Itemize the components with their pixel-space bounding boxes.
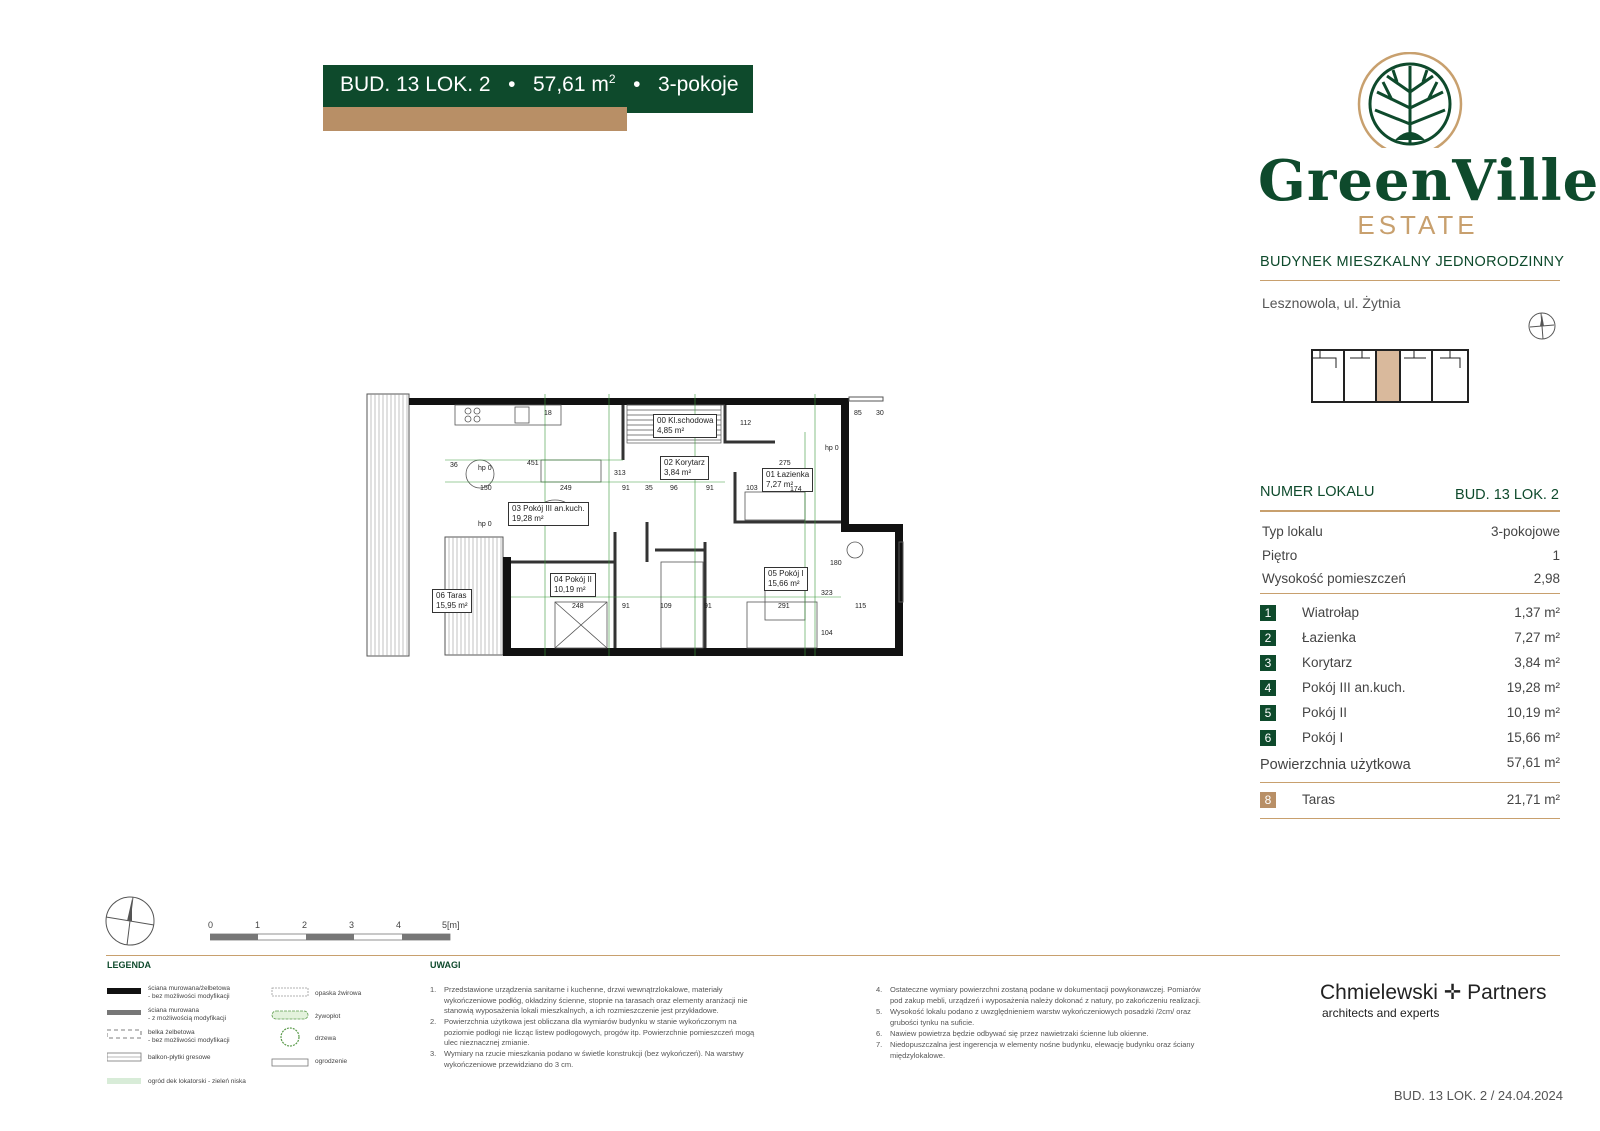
legend-item: ogród dek lokatorski - zieleń niska <box>148 1078 246 1085</box>
notes-title: UWAGI <box>430 960 461 970</box>
room-number-badge: 6 <box>1260 730 1276 746</box>
room-area: 1,37 m² <box>1514 605 1560 620</box>
info-row-floor <box>1262 548 1560 563</box>
hp-marker: hp 0 <box>825 445 839 452</box>
dimension-text: 291 <box>778 603 790 610</box>
dimension-text: 85 <box>854 410 862 417</box>
badge-area-sup: 2 <box>608 72 616 86</box>
legend-item: ściana murowana - z możliwością modyfikacji <box>148 1007 227 1022</box>
badge-rooms: 3-pokoje <box>657 73 739 96</box>
dimension-text: 115 <box>855 603 867 610</box>
dimension-text: 323 <box>821 590 833 597</box>
dimension-text: 109 <box>660 603 672 610</box>
info-value: 1 <box>1552 548 1560 563</box>
key-plan <box>1310 348 1470 404</box>
plan-room-label: 00 Kl.schodowa 4,85 m² <box>653 414 717 438</box>
badge-area: 57,61 m <box>532 73 609 96</box>
unit-number-value: BUD. 13 LOK. 2 <box>1455 487 1559 503</box>
room-number-badge: 8 <box>1260 792 1276 808</box>
header-accent-bar <box>323 107 627 131</box>
brand-name: GreenVille <box>1258 148 1600 214</box>
north-arrow-icon <box>104 895 156 947</box>
hp-marker: hp 0 <box>478 465 492 472</box>
dimension-text: 30 <box>876 410 884 417</box>
location: Lesznowola, ul. Żytnia <box>1262 295 1401 311</box>
dimension-text: 150 <box>480 485 492 492</box>
note-item: 2. Powierzchnia użytkowa jest obliczana dla wymiarów budynku w stanie wykończonym na poziomie podłogi nie licząc listew podłogowych, progów itp. Powierzchnie pomieszczeń mogą ulec nieznacznej zmianie. <box>430 1017 755 1047</box>
room-area: 10,19 m² <box>1506 705 1560 720</box>
room-row <box>1260 703 1560 723</box>
dimension-text: 103 <box>746 485 758 492</box>
dimension-text: 180 <box>830 560 842 567</box>
divider <box>1260 280 1560 281</box>
badge-unit: BUD. 13 LOK. 2 <box>340 73 491 96</box>
dimension-text: 174 <box>790 486 802 493</box>
room-name: Łazienka <box>1302 630 1357 645</box>
badge-bullet: • <box>508 73 516 96</box>
plan-room-label: 01 Łazienka 7,27 m² <box>762 468 813 492</box>
legend-item: drzewa <box>315 1035 336 1042</box>
north-arrow-icon <box>1527 311 1557 341</box>
room-area: 7,27 m² <box>1514 630 1560 645</box>
room-number-badge: 3 <box>1260 655 1276 671</box>
note-item: 4. Ostateczne wymiary powierzchni zostaną podane w dokumentacji powykonawczej. Pomiarów pod zakup mebli, urządzeń i wyposażenia należy dokonać z natury, po zakończeniu realizacji. <box>876 985 1201 1005</box>
room-number-badge: 2 <box>1260 630 1276 646</box>
firm-name: Chmielewski ✛ Partners <box>1320 981 1547 1004</box>
dimension-text: 35 <box>645 485 653 492</box>
divider <box>1260 782 1560 783</box>
plan-room-label: 03 Pokój III an.kuch. 19,28 m² <box>508 502 589 526</box>
dimension-text: 249 <box>560 485 572 492</box>
room-row <box>1260 628 1560 648</box>
scale-tick: 1 <box>255 920 261 930</box>
room-name: Pokój II <box>1302 705 1348 720</box>
dimension-text: 96 <box>670 485 678 492</box>
divider <box>106 955 1560 956</box>
floor-plan <box>365 392 905 660</box>
badge-bullet: • <box>633 73 641 96</box>
tree-logo-icon <box>1357 52 1463 148</box>
legend-item: opaska żwirowa <box>315 990 362 997</box>
legend-item: balkon-płytki gresowe <box>148 1054 211 1061</box>
interior-walls <box>511 405 841 648</box>
room-row <box>1260 678 1560 698</box>
total-area-label: Powierzchnia użytkowa <box>1260 757 1411 773</box>
unit-badge-text <box>340 72 739 97</box>
room-area: 3,84 m² <box>1514 655 1560 670</box>
room-number-badge: 1 <box>1260 605 1276 621</box>
legend-icons <box>107 985 143 1095</box>
room-name: Pokój I <box>1302 730 1344 745</box>
dimension-text: 36 <box>450 462 458 469</box>
info-row-height <box>1262 571 1560 586</box>
scale-tick: 3 <box>349 920 355 930</box>
unit-number-label: NUMER LOKALU <box>1260 484 1375 500</box>
legend-item: żywopłot <box>315 1013 341 1020</box>
room-name: Taras <box>1302 792 1336 807</box>
dimension-text: 91 <box>622 603 630 610</box>
total-area-value: 57,61 m² <box>1506 755 1560 770</box>
scale-tick: 5[m] <box>442 920 460 930</box>
windows <box>849 397 903 602</box>
dimension-text: 91 <box>704 603 712 610</box>
plan-room-label: 02 Korytarz 3,84 m² <box>660 456 709 480</box>
note-item: 7. Niedopuszczalna jest ingerencja w elementy nośne budynku, elewację budynku oraz ściany międzylokalowe. <box>876 1040 1195 1060</box>
room-row <box>1260 653 1560 673</box>
divider <box>1260 818 1560 819</box>
note-item: 5. Wysokość lokalu podano z uwzględnieniem warstw wykończeniowych posadzki /2cm/ oraz grubości tynku na suficie. <box>876 1007 1191 1027</box>
divider <box>1260 593 1560 594</box>
room-area: 21,71 m² <box>1506 792 1560 807</box>
room-area: 15,66 m² <box>1506 730 1560 745</box>
legend-item: ściana murowana/żelbetowa - bez możliwości modyfikacji <box>148 985 231 1000</box>
legend-icons-right <box>270 985 312 1069</box>
note-item: 3. Wymiary na rzucie mieszkania podano w świetle konstrukcji (bez wykończeń). Na warstwy wykończeniowe przewidziano do 3 cm. <box>430 1049 744 1069</box>
info-value: 2,98 <box>1533 571 1560 586</box>
plan-room-label: 05 Pokój I 15,66 m² <box>764 567 808 591</box>
terrace-row <box>1260 790 1560 810</box>
room-row <box>1260 603 1560 623</box>
dimension-text: 91 <box>622 485 630 492</box>
firm-tagline: architects and experts <box>1322 1006 1440 1020</box>
dimension-text: 18 <box>544 410 552 417</box>
dimension-text: 248 <box>572 603 584 610</box>
dimension-text: 313 <box>614 470 626 477</box>
room-row <box>1260 728 1560 748</box>
scale-tick: 2 <box>302 920 308 930</box>
plan-room-label: 04 Pokój II 10,19 m² <box>550 573 596 597</box>
legend-item: belka żelbetowa - bez możliwości modyfikacji <box>148 1029 230 1044</box>
info-label: Wysokość pomieszczeń <box>1262 571 1406 586</box>
legend-title: LEGENDA <box>107 960 152 970</box>
info-value: 3-pokojowe <box>1490 524 1560 539</box>
legend-item: ogrodzenie <box>315 1058 348 1065</box>
dimension-text: 451 <box>527 460 539 467</box>
scale-bar <box>210 933 460 941</box>
room-number-badge: 5 <box>1260 705 1276 721</box>
dimension-text: 91 <box>706 485 714 492</box>
info-label: Piętro <box>1262 548 1298 563</box>
room-area: 19,28 m² <box>1506 680 1560 695</box>
brand-subtitle: ESTATE <box>1357 210 1479 240</box>
room-number-badge: 4 <box>1260 680 1276 696</box>
scale-tick: 0 <box>208 920 214 930</box>
room-name: Wiatrołap <box>1302 605 1360 620</box>
building-type: BUDYNEK MIESZKALNY JEDNORODZINNY <box>1260 254 1565 270</box>
dimension-text: 104 <box>821 630 833 637</box>
hp-marker: hp 0 <box>478 521 492 528</box>
dimension-text: 112 <box>740 420 752 427</box>
note-item: 1. Przedstawione urządzenia sanitarne i kuchenne, drzwi wewnątrzlokalowe, materiały wykończeniowe podłóg, okładziny ścienne, stopnie na tarasach oraz elementy aranżacji nie stanowią wyposażenia lokali mieszkalnych, a ich rozmieszczenie jest przykładowe. <box>430 985 748 1015</box>
scale-tick: 4 <box>396 920 402 930</box>
note-item: 6. Nawiew powietrza będzie odbywać się przez nawietrzaki ścienne lub okienne. <box>876 1029 1149 1038</box>
footer-reference: BUD. 13 LOK. 2 / 24.04.2024 <box>1393 1088 1563 1103</box>
plan-room-label: 06 Taras 15,95 m² <box>432 589 472 613</box>
room-name: Pokój III an.kuch. <box>1302 680 1406 695</box>
info-label: Typ lokalu <box>1262 524 1323 539</box>
room-name: Korytarz <box>1302 655 1353 670</box>
info-row-type <box>1262 524 1560 539</box>
dimension-text: 275 <box>779 460 791 467</box>
divider <box>1260 510 1560 512</box>
